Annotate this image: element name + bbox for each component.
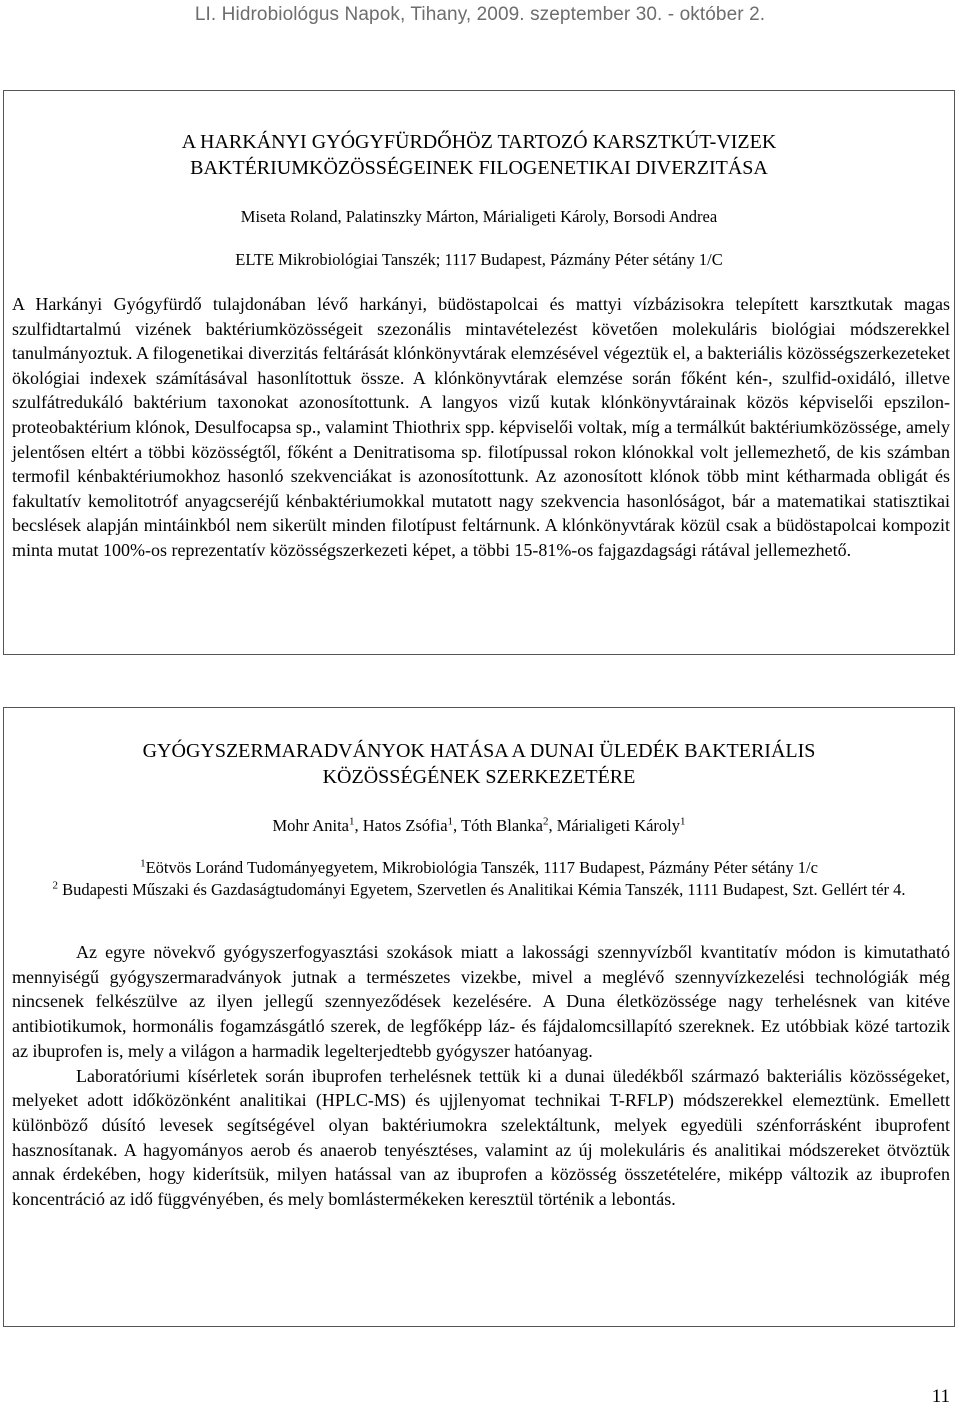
abstract-2-title: [4, 738, 954, 790]
abstract-2-authors: Mohr Anita$^1$, Hatos Zsófia$^1$, Tóth Blanka$^2$, Márialigeti Károly$^1$: [272, 815, 686, 835]
author-name: Tóth Blanka: [460, 816, 544, 835]
author-affiliation-mark: 1: [349, 815, 355, 828]
page-number: 11: [931, 1386, 950, 1407]
abstract-1-title-line-1: A HARKÁNYI GYÓGYFÜRDŐHÖZ TARTOZÓ KARSZTKÚT-VIZEK: [181, 131, 777, 153]
author-name: Mohr Anita: [272, 816, 349, 835]
abstract-1-title-line-2: BAKTÉRIUMKÖZÖSSÉGEINEK FILOGENETIKAI DIVERZITÁSA: [190, 157, 768, 179]
author-affiliation-mark: 1: [447, 815, 454, 828]
abstract-1-affiliation: ELTE Mikrobiológiai Tanszék; 1117 Budapest, Pázmány Péter sétány 1/C: [235, 250, 723, 269]
abstract-1-body: A Harkányi Gyógyfürdő tulajdonában lévő harkányi, büdöstapolcai és mattyi vízbázisokra telepített karsztkutak magas szulfidtartalmú vizének baktériumközösségeit szezonális mintavételezést követően molekuláris biológiai módszerekkel tanulmányoztuk. A filogenetikai diverzitás feltárását klónkönyvtárak elemzésével végeztük el, a bakteriális közösségszerkezeteket ökológiai indexek számításával hasonlítottuk össze. A klónkönyvtárak elemzése során főként kén-, szulfid-oxidáló, illetve szulfátredukáló baktérium taxonokat azonosítottunk. A langyos vizű kutak klónkönyvtárainak közös képviselői epszilon-proteobaktérium klónok, Desulfocapsa sp., valamint Thiothrix spp. képviselői voltak, míg a termálkút baktériumközössége, amely jelentősen eltért a többi közösségtől, főként a Denitratisoma sp. filotípussal rokon klónokkal volt jellemezhető, de kis számban termofil kénbaktériumokhoz hasonló szekvenciákat is azonosítottunk. Az azonosított klónok több mint kétharmada obligát és fakultatív kemolitotróf anyagcseréjű kénbaktériumokkal mutatott nagy szekvencia hasonlóságot, bár a matematikai statisztikai becslések alapján mintáinkból nem sikerült minden filotípust feltárnunk. A klónkönyvtárak közül csak a büdöstapolcai kompozit minta mutat 100%-os reprezentatív közösségszerkezeti képet, a többi 15-81%-os fajgazdagsági rátával jellemezhető.: [12, 294, 950, 560]
abstract-2-title-line-1: GYÓGYSZERMARADVÁNYOK HATÁSA A DUNAI ÜLEDÉK BAKTERIÁLIS: [142, 740, 816, 762]
author-name: Márialigeti Károly: [556, 816, 681, 835]
abstract-2-title-line-2: KÖZÖSSÉGÉNEK SZERKEZETÉRE: [322, 766, 636, 788]
affiliation-1: $^1$Eötvös Loránd Tudományegyetem, Mikrobiológia Tanszék, 1117 Budapest, Pázmány Péter sétány 1/c: [140, 857, 818, 877]
abstract-2-body: [12, 940, 950, 1212]
abstract-2-paragraph-1: Az egyre növekvő gyógyszerfogyasztási szokások miatt a lakossági szennyvízből kvantitatív módon is kimutatható mennyiségű gyógyszermaradványok jutnak a természetes vizekbe, mivel a meglévő szennyvízkezelési technológiák még nincsenek felkészülve az ilyen jellegű szennyeződések kezelésére. A Duna életközössége nagy terhelésnek van kitéve antibiotikumok, hormonális fogamzásgátló szerek, de legfőképp láz- és fájdalomcsillapító szereknek. Ez utóbbiak közé tartozik az ibuprofen is, mely a világon a harmadik legelterjedtebb gyógyszer hatóanyag.: [12, 942, 950, 1061]
abstract-box-1: [3, 90, 955, 655]
abstract-2-paragraph-2: Laboratóriumi kísérletek során ibuprofen terhelésnek tettük ki a dunai üledékből származó bakteriális közösségeket, melyeket adott időközönként analitikai (HPLC-MS) és ujjlenyomat technikai T-RFLP) módszerekkel elemeztünk. Emellett különböző dúsító levesek segítségével olyan baktériumokra szelektáltunk, melyek egyedüli szénforrásként ibuprofent hasznosítanak. A hagyományos aerob és anaerob tenyésztéses, valamint az új molekuláris és analitikai módszereket ötvöztük annak érdekében, hogy kiderítsük, milyen hatással van az ibuprofen a közösség összetételére, miképp változik az ibuprofen koncentráció az idő függvényében, és mely bomlástermékeken keresztül történik a lebontás.: [12, 1065, 950, 1210]
author-name: Hatos Zsófia: [362, 816, 448, 835]
conference-header: LI. Hidrobiológus Napok, Tihany, 2009. szeptember 30. - október 2.: [194, 4, 766, 25]
abstract-box-2: [3, 707, 955, 1327]
affiliation-2: $^2$ Budapesti Műszaki és Gazdaságtudományi Egyetem, Szervetlen és Analitikai Kémia Tanszék, 1111 Budapest, Szt. Gellért tér 4.: [52, 879, 906, 899]
abstract-1-authors: Miseta Roland, Palatinszky Márton, Márialigeti Károly, Borsodi Andrea: [240, 207, 718, 226]
abstract-1-title: [4, 129, 954, 181]
author-affiliation-mark: 1: [680, 815, 686, 828]
abstract-2-affiliations: [4, 857, 954, 901]
author-affiliation-mark: 2: [543, 815, 549, 828]
